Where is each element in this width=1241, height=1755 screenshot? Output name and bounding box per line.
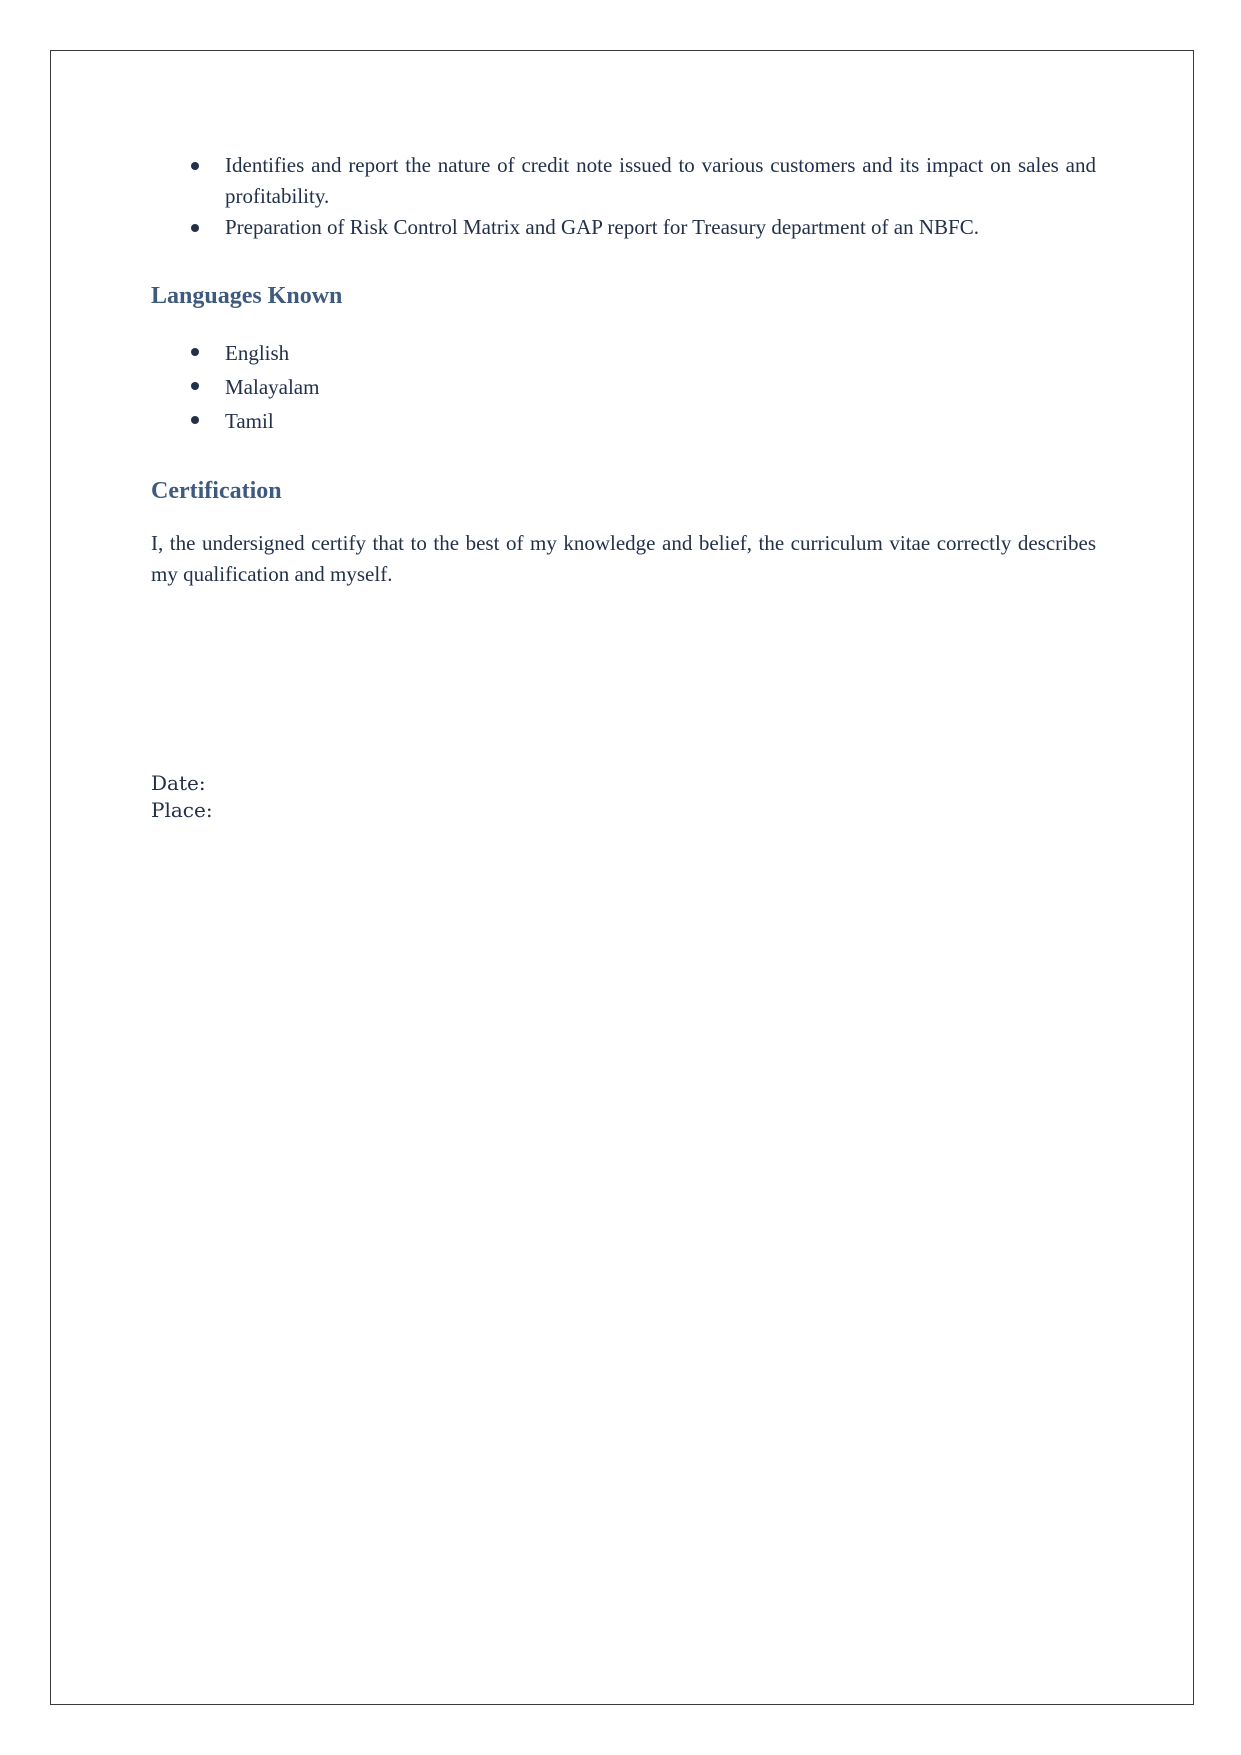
language-english: English [225,341,290,365]
languages-heading: Languages Known [151,283,343,309]
list-item-text: Preparation of Risk Control Matrix and GAP report for Treasury department of an NBFC. [225,215,979,239]
bullet-icon [191,162,199,170]
languages-list [151,336,1096,438]
certification-heading: Certification [151,478,282,504]
date-label: Date: [151,771,206,795]
list-item [151,212,1096,243]
language-malayalam: Malayalam [225,375,320,399]
language-tamil: Tamil [225,409,274,433]
signature-block [151,770,1096,824]
list-item [151,404,1096,438]
bullet-icon [191,224,199,232]
responsibilities-list [151,150,1096,243]
certification-text: I, the undersigned certify that to the best of my knowledge and belief, the curriculum vitae correctly describes my qualification and myself. [151,531,1096,586]
bullet-icon [191,416,199,424]
list-item [151,370,1096,404]
document-body [151,150,1096,824]
list-item [151,336,1096,370]
list-item [151,150,1096,212]
list-item-text: Identifies and report the nature of credit note issued to various customers and its impact on sales and profitability. [225,153,1096,208]
bullet-icon [191,348,199,356]
bullet-icon [191,382,199,390]
place-label: Place: [151,798,213,822]
